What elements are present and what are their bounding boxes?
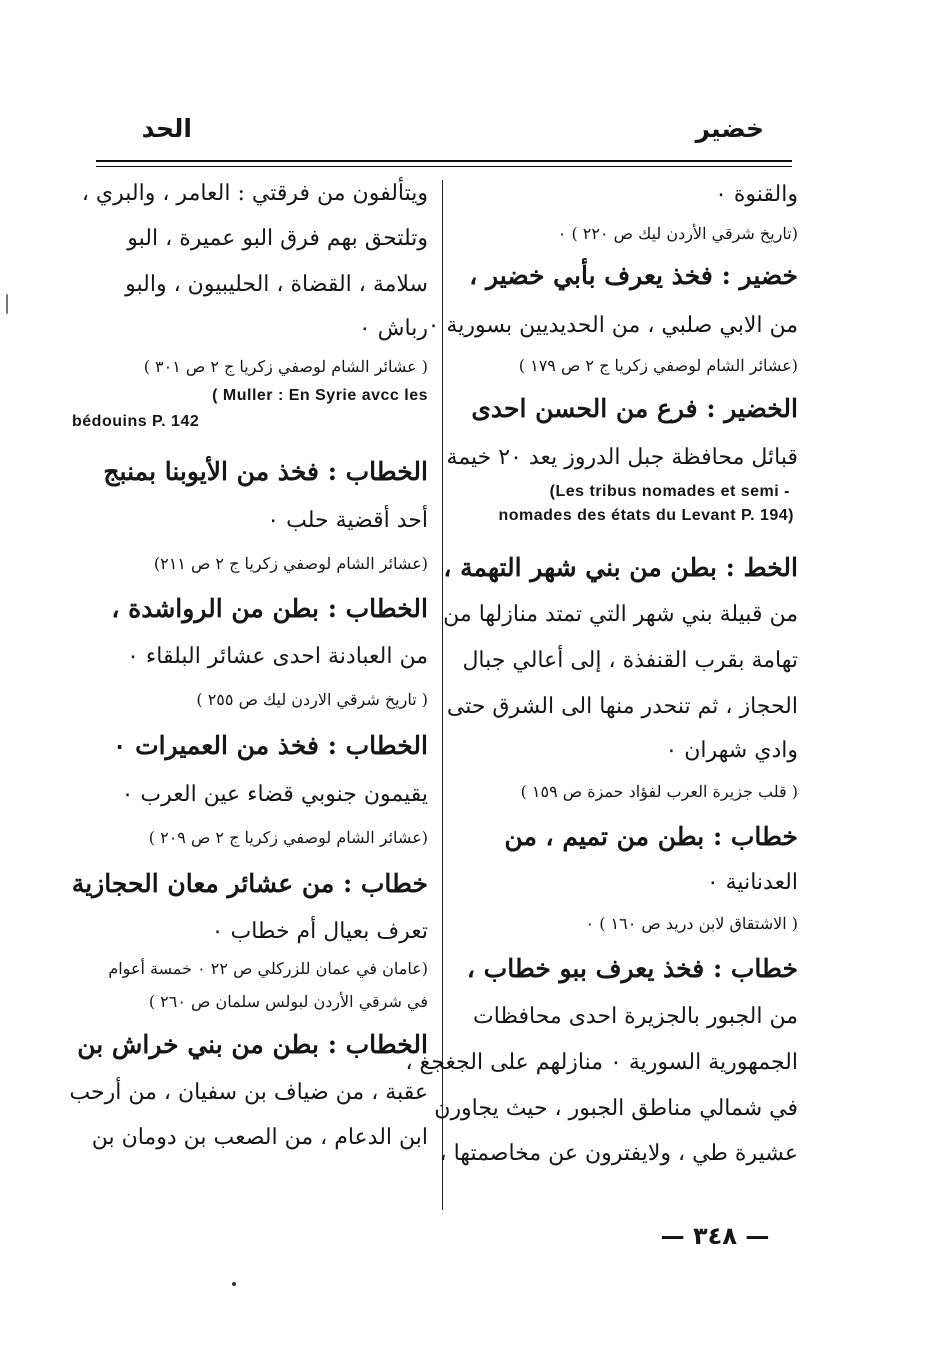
text-line: الجمهورية السورية ٠ منازلهم على الجغجغ ،	[405, 1050, 798, 1075]
text-line: في شمالي مناطق الجبور ، حيث يجاورن	[434, 1096, 798, 1121]
entry-heading: خطاب : بطن من تميم ، من	[504, 822, 798, 851]
page-number: — ٣٤٨ —	[660, 1222, 770, 1250]
citation-line: ( عشائر الشام لوصفي زكريا ج ٢ ص ٣٠١ )	[143, 357, 428, 376]
header-rule-bottom	[96, 166, 792, 167]
text-line: من قبيلة بني شهر التي تمتد منازلها من	[443, 602, 798, 627]
text-line: ابن الدعام ، من الصعب بن دومان بن	[91, 1125, 428, 1150]
citation-line: (عشائر الشام لوصفي زكريا ج ٢ ص ٢١١)	[153, 554, 428, 573]
text-line: يقيمون جنوبي قضاء عين العرب ٠	[121, 782, 428, 807]
citation-line: ( الاشتقاق لابن دريد ص ١٦٠ ) ٠	[585, 914, 798, 933]
text-line: والقنوة ٠	[715, 182, 798, 207]
header-rule-top	[96, 160, 792, 162]
citation-line: (عشائر الشام لوصفي زكريا ج ٢ ص ١٧٩ )	[518, 356, 798, 375]
scan-speck	[232, 1282, 236, 1286]
text-line: عقبة ، من ضياف بن سفيان ، من أرحب	[69, 1080, 428, 1105]
entry-heading: خضير : فخذ يعرف بأبي خضير ،	[469, 261, 798, 290]
entry-heading: خطاب : من عشائر معان الحجازية	[71, 869, 428, 898]
citation-line: (تاريخ شرقي الأردن ليك ص ٢٢٠ ) ٠	[557, 224, 798, 243]
entry-heading: الخطاب : بطن من الرواشدة ،	[111, 594, 428, 623]
latin-citation-line: nomades des états du Levant P. 194)	[498, 507, 794, 524]
text-line: تعرف بعيال أم خطاب ٠	[211, 919, 428, 944]
text-line: تهامة بقرب القنفذة ، إلى أعالي جبال	[462, 648, 798, 673]
latin-citation-line: ( Muller : En Syrie avcc les	[212, 387, 428, 404]
text-line: ويتألفون من فرقتي : العامر ، والبري ،	[81, 181, 428, 206]
latin-citation-line: (Les tribus nomades et semi -	[549, 483, 790, 500]
text-line: من الجبور بالجزيرة احدى محافظات	[473, 1004, 798, 1029]
text-line: من العبادنة احدى عشائر البلقاء ٠	[127, 644, 428, 669]
entry-heading: خطاب : فخذ يعرف ببو خطاب ،	[466, 954, 798, 983]
right-column	[405, 172, 798, 1176]
text-line: عشيرة طي ، ولايفترون عن مخاصمتها ،	[439, 1141, 798, 1166]
text-line: قبائل محافظة جبل الدروز يعد ٢٠ خيمة	[446, 445, 798, 470]
citation-line: ( تاريخ شرقي الاردن ليك ص ٢٥٥ )	[196, 690, 428, 709]
text-line: أحد أقضية حلب ٠	[267, 508, 428, 533]
entry-heading: الخطاب : فخذ من الأيوبنا بمنبج	[103, 457, 428, 486]
running-head-left: الحد	[141, 114, 192, 143]
entry-heading: الخطاب : بطن من بني خراش بن	[77, 1030, 428, 1059]
citation-line: في شرقي الأردن لبولس سلمان ص ٢٦٠ )	[148, 992, 428, 1011]
scan-mark	[6, 294, 8, 314]
text-line: سلامة ، القضاة ، الحليبيون ، والبو	[125, 272, 428, 297]
entry-heading: الخطاب : فخذ من العميرات ٠	[112, 731, 428, 760]
text-line: رباش ٠	[358, 316, 428, 341]
citation-line: (عامان في عمان للزركلي ص ٢٢ ٠ خمسة أعوام	[108, 959, 428, 978]
running-head-right: خضير	[695, 114, 764, 143]
latin-citation-line: bédouins P. 142	[72, 413, 200, 430]
citation-line: ( قلب جزيرة العرب لفؤاد حمزة ص ١٥٩ )	[520, 782, 798, 801]
text-line: من الابي صلبي ، من الحديديين بسورية ٠	[427, 313, 798, 338]
text-line: العدنانية ٠	[706, 870, 798, 895]
citation-line: (عشائر الشام لوصفي زكريا ج ٢ ص ٢٠٩ )	[148, 828, 428, 847]
text-line: وادي شهران ٠	[665, 738, 798, 763]
left-column	[69, 172, 428, 1160]
text-line: الحجاز ، ثم تنحدر منها الى الشرق حتى	[446, 694, 798, 719]
entry-heading: الخضير : فرع من الحسن احدى	[471, 394, 798, 423]
entry-heading: الخط : بطن من بني شهر التهمة ،	[443, 553, 798, 582]
text-line: وتلتحق بهم فرق البو عميرة ، البو	[127, 226, 428, 251]
